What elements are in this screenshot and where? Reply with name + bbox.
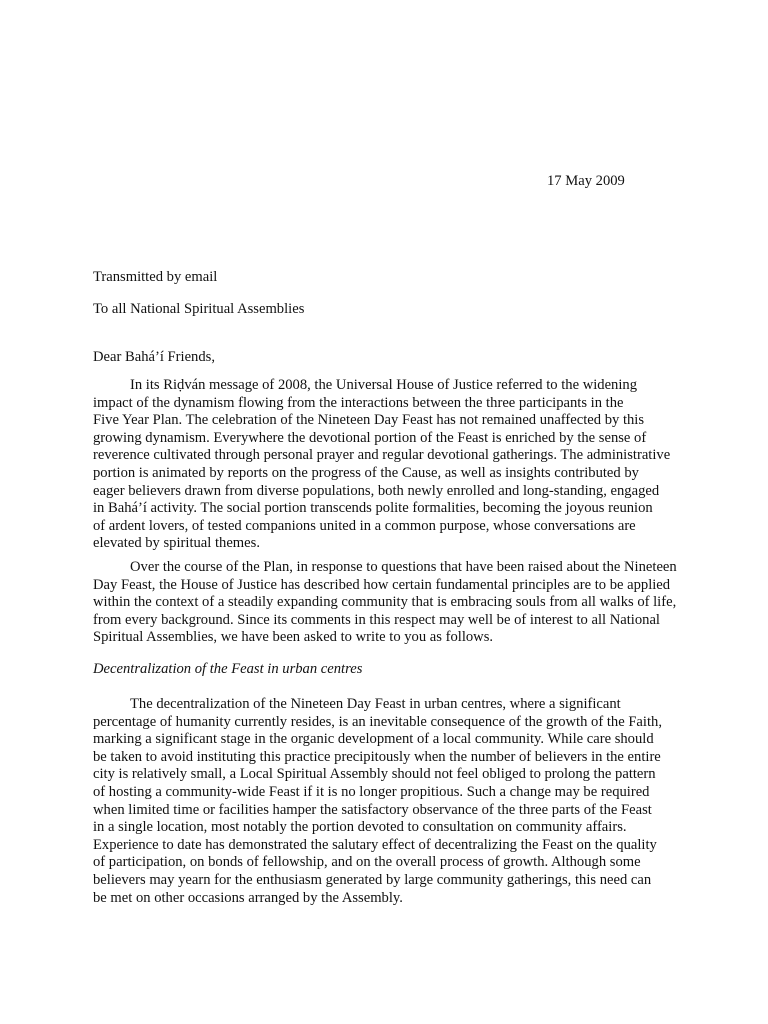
paragraph-line: The decentralization of the Nineteen Day Feast in urban centres, where a significant (130, 696, 621, 712)
paragraph-line: elevated by spiritual themes. (93, 535, 260, 552)
paragraph-line: impact of the dynamism flowing from the interactions between the three participants in the (93, 394, 624, 411)
paragraph-line: be taken to avoid instituting this practice precipitously when the number of believers in the entire (93, 748, 661, 765)
paragraph-line: of ardent lovers, of tested companions united in a common purpose, whose conversations are (93, 517, 636, 534)
paragraph-line: growing dynamism. Everywhere the devotional portion of the Feast is enriched by the sense of (93, 429, 647, 446)
section-paragraph (93, 696, 713, 907)
paragraph-line: of participation, on bonds of fellowship, and on the overall process of growth. Although some (93, 854, 641, 871)
paragraph-line: marking a significant stage in the organic development of a local community. While care should (93, 731, 654, 748)
paragraph-line: Experience to date has demonstrated the salutary effect of decentralizing the Feast on the quality (93, 836, 657, 853)
paragraph-2 (93, 559, 713, 647)
paragraph-line: within the context of a steadily expanding community that is embracing souls from all walks of life, (93, 594, 677, 611)
paragraph-line: Over the course of the Plan, in response to questions that have been raised about the Nineteen (130, 559, 677, 575)
paragraph-line: when limited time or facilities hamper the satisfactory observance of the three parts of the Feast (93, 801, 652, 818)
paragraph-line: Day Feast, the House of Justice has described how certain fundamental principles are to be applied (93, 576, 671, 593)
paragraph-line: be met on other occasions arranged by the Assembly. (93, 889, 403, 906)
paragraph-1 (93, 377, 713, 553)
paragraph-line: Five Year Plan. The celebration of the Nineteen Day Feast has not remained unaffected by this (93, 412, 645, 429)
transmission-note: Transmitted by email (93, 269, 218, 285)
section-heading: Decentralization of the Feast in urban centres (93, 661, 363, 677)
paragraph-line: from every background. Since its comments in this respect may well be of interest to all National (93, 611, 660, 628)
paragraph-line: eager believers drawn from diverse populations, both newly enrolled and long-standing, engaged (93, 482, 660, 499)
letter-date: 17 May 2009 (547, 173, 625, 189)
paragraph-line: Spiritual Assemblies, we have been asked to write to you as follows. (93, 629, 494, 646)
paragraph-line: percentage of humanity currently resides, is an inevitable consequence of the growth of the Faith, (93, 713, 662, 730)
paragraph-line: city is relatively small, a Local Spiritual Assembly should not feel obliged to prolong the pattern (93, 766, 656, 783)
paragraph-line: reverence cultivated through personal prayer and regular devotional gatherings. The administrative (93, 447, 671, 464)
salutation: Dear Bahá’í Friends, (93, 349, 215, 365)
recipient-line: To all National Spiritual Assemblies (93, 301, 305, 317)
paragraph-line: believers may yearn for the enthusiasm generated by large community gatherings, this need can (93, 871, 652, 888)
paragraph-line: In its Riḍván message of 2008, the Universal House of Justice referred to the widening (130, 377, 638, 393)
paragraph-line: in a single location, most notably the portion devoted to consultation on community affairs. (93, 819, 627, 836)
paragraph-line: in Bahá’í activity. The social portion transcends polite formalities, becoming the joyous reunion (93, 500, 653, 517)
paragraph-line: of hosting a community-wide Feast if it is no longer propitious. Such a change may be required (93, 783, 650, 800)
paragraph-line: portion is animated by reports on the progress of the Cause, as well as insights contributed by (93, 464, 639, 481)
